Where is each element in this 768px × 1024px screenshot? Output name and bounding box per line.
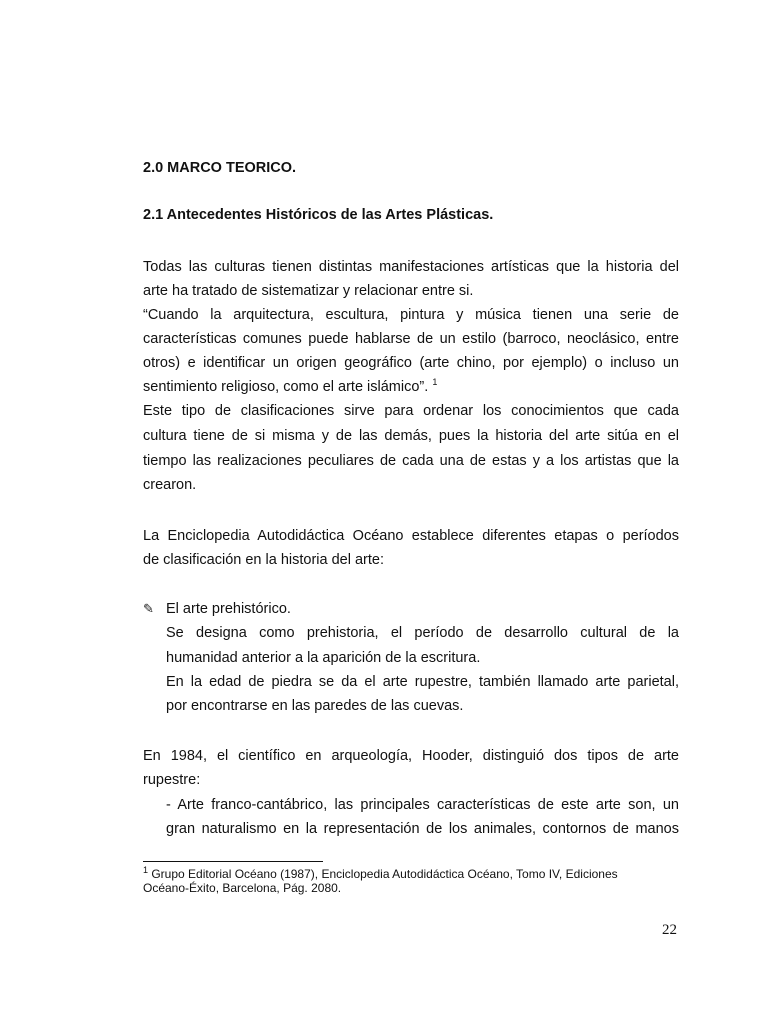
body-line: de clasificación en la historia del arte: — [143, 552, 384, 568]
body-line: cultura tiene de si misma y de las demás, pues la historia del arte sitúa en el — [143, 428, 679, 444]
body-line: Se designa como prehistoria, el período de desarrollo cultural de la — [166, 625, 679, 641]
body-line: otros) e identificar un origen geográfico (arte chino, por ejemplo) o incluso un — [143, 355, 679, 371]
section-heading: 2.0 MARCO TEORICO. — [143, 160, 297, 176]
footnote-line — [143, 867, 618, 881]
body-line: tiempo las realizaciones peculiares de cada una de estas y a los artistas que la — [143, 453, 679, 469]
body-line: Este tipo de clasificaciones sirve para ordenar los conocimientos que cada — [143, 403, 679, 419]
body-line: humanidad anterior a la aparición de la escritura. — [166, 650, 481, 666]
footnote-separator — [143, 861, 323, 862]
page-number: 22 — [662, 922, 677, 938]
body-line: La Enciclopedia Autodidáctica Océano establece diferentes etapas o períodos — [143, 528, 679, 544]
subsection-heading: 2.1 Antecedentes Históricos de las Artes Plásticas. — [143, 207, 494, 223]
footnote-line: Océano-Éxito, Barcelona, Pág. 2080. — [143, 881, 342, 895]
footnote-number: 1 — [143, 865, 149, 875]
body-line: gran naturalismo en la representación de los animales, contornos de manos — [166, 821, 679, 837]
body-line: rupestre: — [143, 772, 201, 788]
body-line: En la edad de piedra se da el arte rupestre, también llamado arte parietal, — [166, 674, 679, 690]
bullet-item-title: El arte prehistórico. — [166, 601, 291, 617]
body-line: En 1984, el científico en arqueología, Hooder, distinguió dos tipos de arte — [143, 748, 679, 764]
body-line: arte ha tratado de sistematizar y relacionar entre si. — [143, 283, 474, 299]
body-line-with-footnote — [143, 378, 679, 396]
body-line: - Arte franco-cantábrico, las principales características de este arte son, un — [166, 797, 679, 813]
body-line-text: sentimiento religioso, como el arte islámico”. — [143, 379, 429, 395]
footnote-text: Grupo Editorial Océano (1987), Enciclopedia Autodidáctica Océano, Tomo IV, Ediciones — [148, 867, 618, 881]
pencil-bullet-icon: ✎ — [143, 601, 154, 616]
body-line: características comunes puede hablarse de un estilo (barroco, neoclásico, entre — [143, 331, 679, 347]
body-line: crearon. — [143, 477, 197, 493]
body-line: por encontrarse en las paredes de las cuevas. — [166, 698, 464, 714]
body-line: “Cuando la arquitectura, escultura, pintura y música tienen una serie de — [143, 307, 679, 323]
footnote-reference: 1 — [432, 377, 438, 388]
body-line: Todas las culturas tienen distintas manifestaciones artísticas que la historia del — [143, 259, 679, 275]
